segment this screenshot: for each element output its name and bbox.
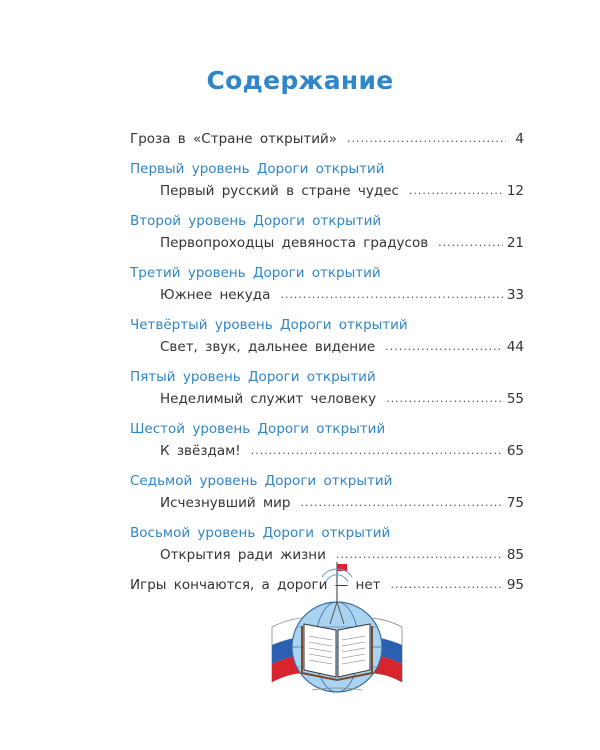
toc-level-heading: Третий уровень Дороги открытий	[130, 265, 381, 281]
toc-entry-chapter[interactable]	[130, 388, 524, 410]
toc-page-number: 44	[506, 339, 524, 355]
toc-page-number: 55	[506, 391, 524, 407]
toc-entry-title: Первый русский в стране чудес	[160, 183, 399, 199]
toc-page-number: 65	[506, 443, 524, 459]
dot-leader	[409, 180, 503, 202]
toc-entry-title: Открытия ради жизни	[160, 547, 326, 563]
toc-entry-title: К звёздам!	[160, 443, 241, 459]
toc-entry-title: Игры кончаются, а дороги — нет	[130, 577, 381, 593]
toc-entry-title: Гроза в «Стране открытий»	[130, 131, 338, 147]
book-globe-flag-emblem	[262, 552, 412, 702]
toc-entry-chapter[interactable]	[130, 336, 524, 358]
toc-level-heading: Второй уровень Дороги открытий	[130, 213, 382, 229]
toc-level-heading: Восьмой уровень Дороги открытий	[130, 525, 391, 541]
dot-leader	[280, 284, 502, 306]
toc-page-number: 4	[515, 131, 524, 147]
toc-entry-chapter[interactable]	[130, 180, 524, 202]
toc-entry-chapter[interactable]	[130, 440, 524, 462]
table-of-contents	[130, 128, 524, 604]
dot-leader	[385, 336, 503, 358]
toc-level-heading: Четвёртый уровень Дороги открытий	[130, 317, 408, 333]
dot-leader	[251, 440, 503, 462]
dot-leader	[347, 128, 506, 150]
toc-page-number: 75	[506, 495, 524, 511]
toc-entry-chapter[interactable]	[130, 492, 524, 514]
dot-leader	[386, 388, 503, 410]
toc-entry-chapter[interactable]	[130, 284, 524, 306]
toc-entry-intro[interactable]	[130, 128, 524, 150]
toc-level-heading: Первый уровень Дороги открытий	[130, 161, 385, 177]
page-title: Содержание	[206, 66, 394, 95]
toc-entry-title: Неделимый служит человеку	[160, 391, 377, 407]
toc-entry-title: Первопроходцы девяноста градусов	[160, 235, 429, 251]
toc-entry-title: Свет, звук, дальнее видение	[160, 339, 376, 355]
toc-entry-title: Южнее некуда	[160, 287, 271, 303]
toc-entry-chapter[interactable]	[130, 232, 524, 254]
toc-page-number: 33	[506, 287, 524, 303]
toc-level-heading: Пятый уровень Дороги открытий	[130, 369, 376, 385]
toc-page-number: 12	[506, 183, 524, 199]
toc-entry-title: Исчезнувший мир	[160, 495, 291, 511]
dot-leader	[300, 492, 502, 514]
dot-leader	[438, 232, 503, 254]
toc-level-heading: Седьмой уровень Дороги открытий	[130, 473, 393, 489]
toc-page-number: 85	[506, 547, 524, 563]
toc-page-number: 21	[506, 235, 524, 251]
toc-level-heading: Шестой уровень Дороги открытий	[130, 421, 386, 437]
toc-page-number: 95	[506, 577, 524, 593]
